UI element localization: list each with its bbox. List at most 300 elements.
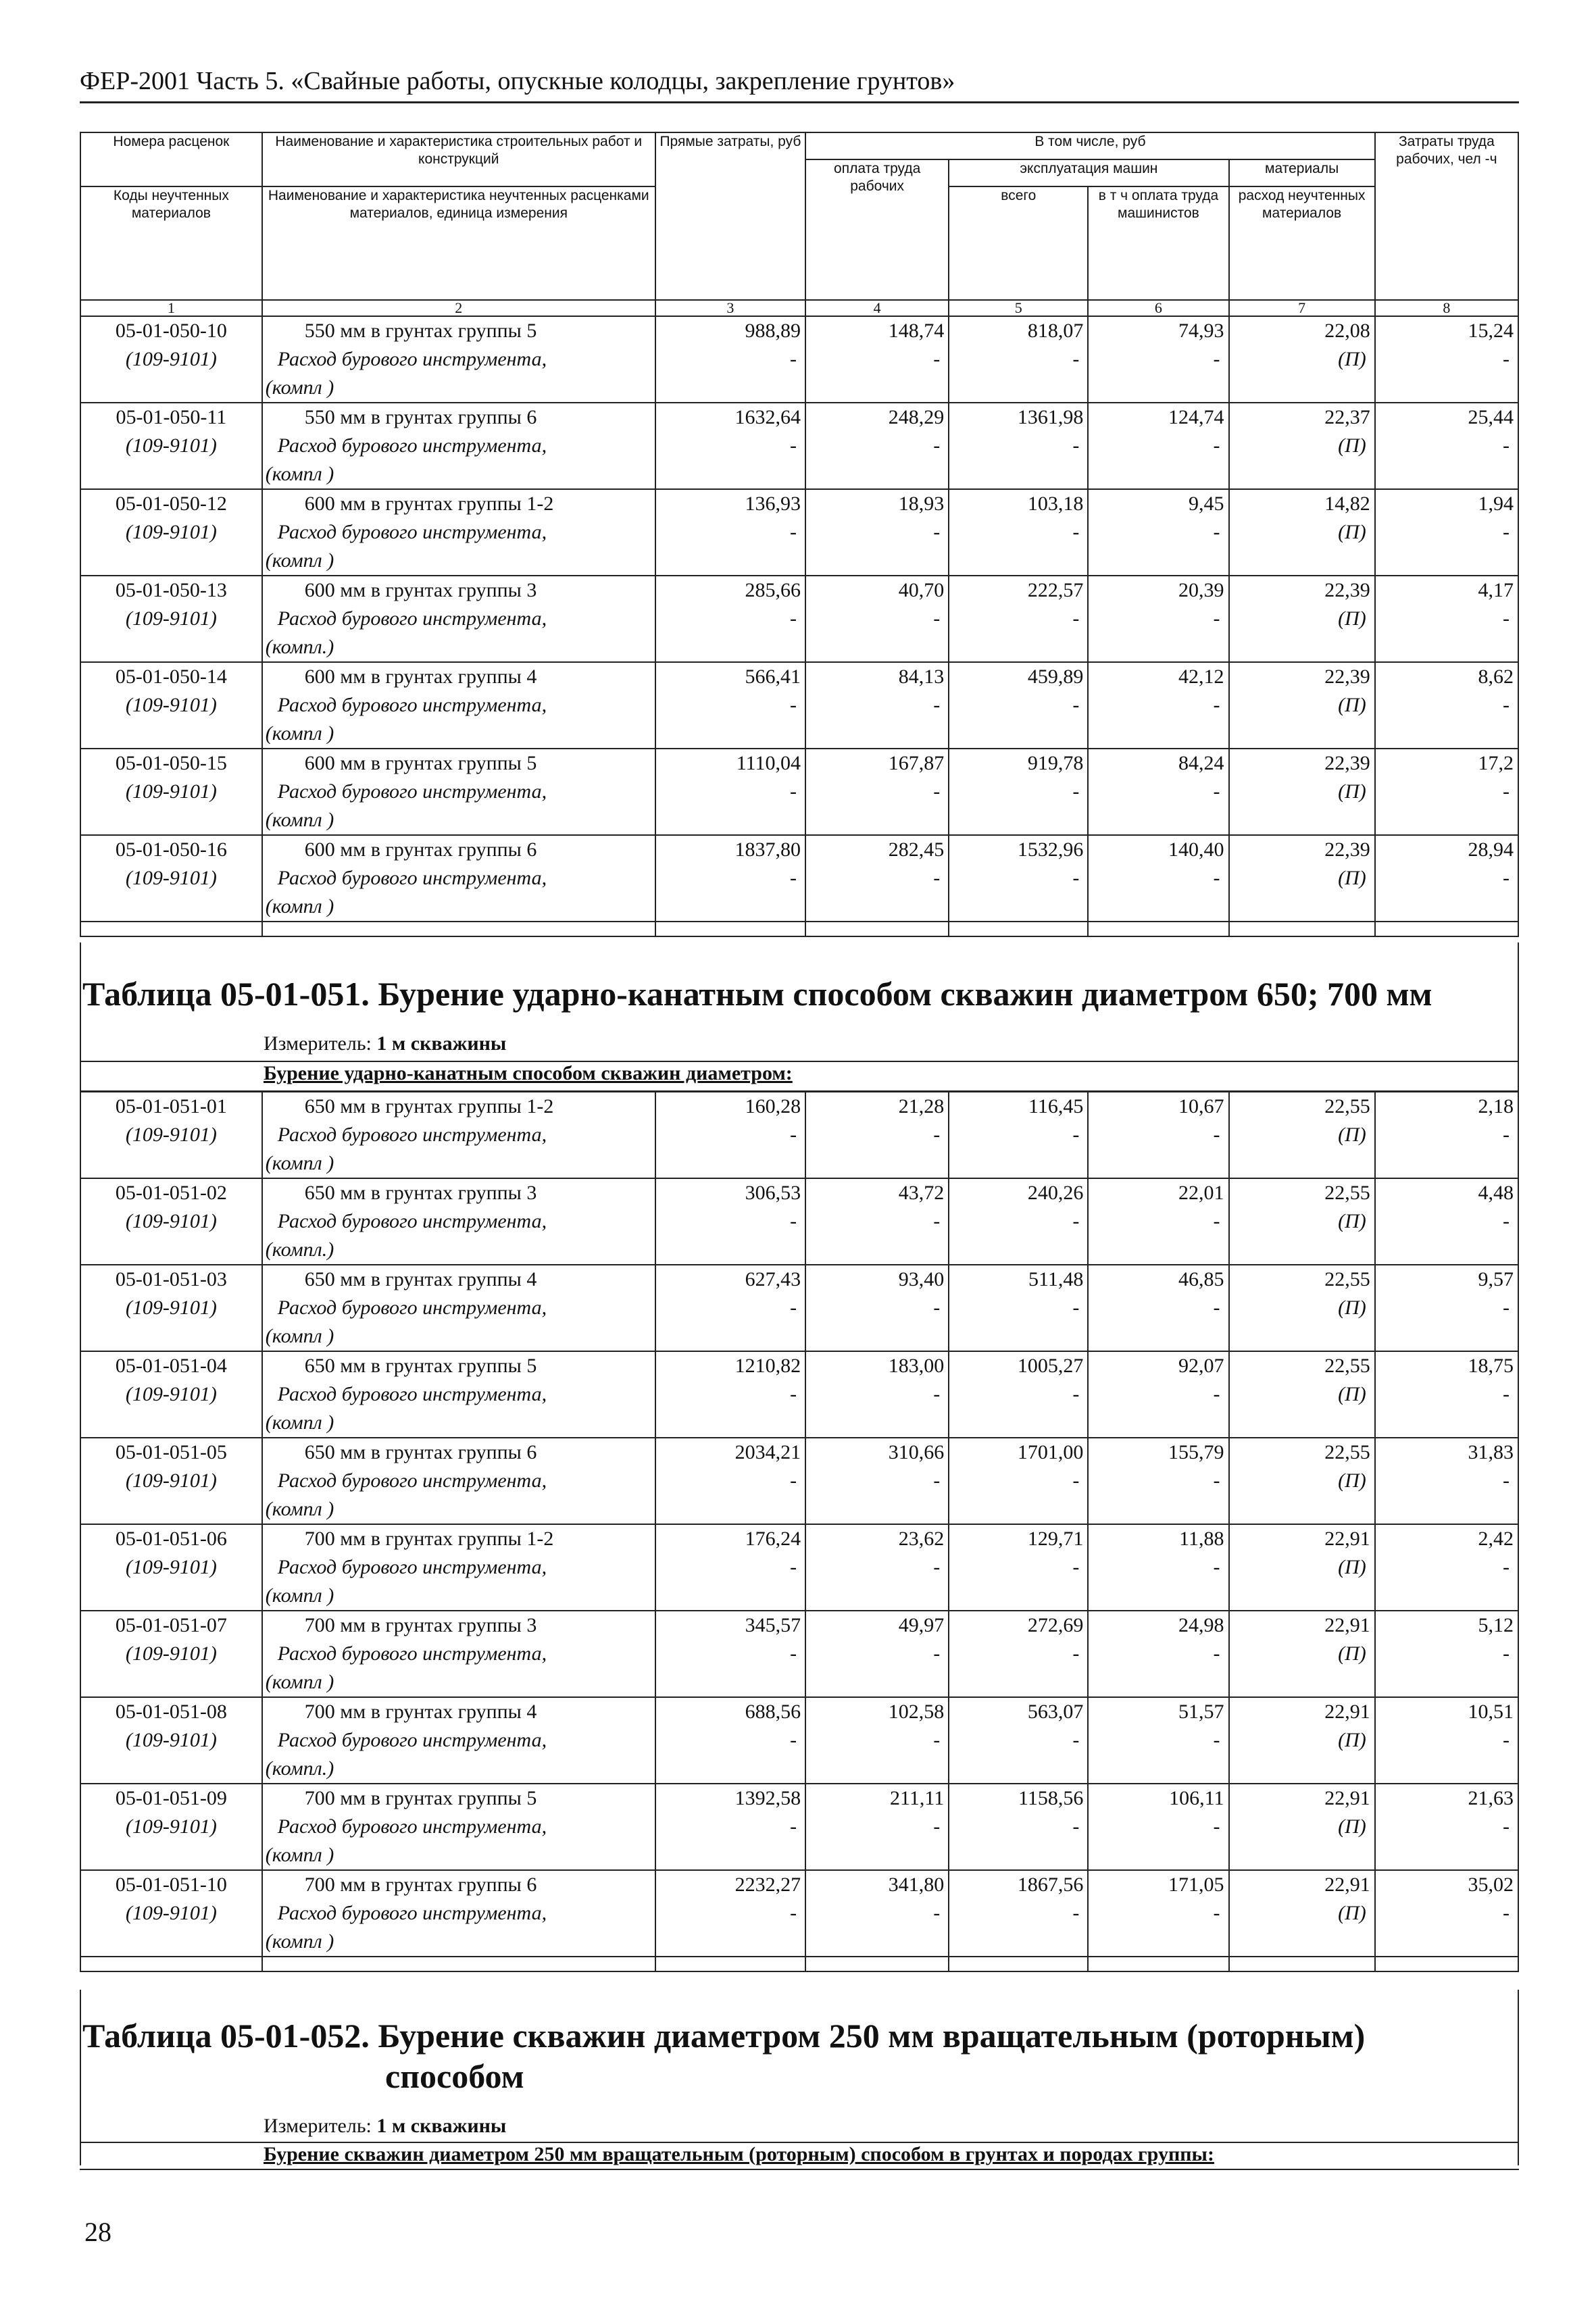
- machines-total: 103,18: [1027, 493, 1084, 515]
- table-cell: [949, 1784, 1088, 1870]
- table-cell: [1229, 1524, 1375, 1611]
- dash: -: [790, 1556, 797, 1578]
- material-unit: (компл.): [265, 636, 334, 658]
- table-cell: [262, 1784, 655, 1870]
- operators-wages: 74,93: [1178, 320, 1224, 342]
- dash: -: [933, 780, 941, 803]
- dash: -: [790, 1815, 797, 1838]
- material-consumption: 22,91: [1324, 1701, 1370, 1723]
- material-unit-code: (П): [1338, 694, 1366, 716]
- table-cell: [949, 922, 1088, 936]
- dash: -: [1213, 1383, 1220, 1405]
- table-cell: [655, 1178, 805, 1265]
- work-description: 650 мм в грунтах группы 5: [304, 1355, 537, 1377]
- table-cell: [262, 1092, 655, 1178]
- table-cell: [805, 835, 949, 922]
- table-cell: [80, 662, 262, 749]
- table-052-caption: Бурение скважин диаметром 250 мм вращательным (роторным) способом в грунтах и породах группы:: [264, 2143, 1214, 2165]
- direct-costs: 566,41: [745, 665, 801, 688]
- work-description: 650 мм в грунтах группы 4: [304, 1268, 537, 1290]
- operators-wages: 22,01: [1178, 1182, 1224, 1204]
- table-row: [80, 1178, 1518, 1265]
- table-cell: [1088, 1351, 1228, 1438]
- work-description: 550 мм в грунтах группы 5: [304, 320, 537, 342]
- worker-wages: 211,11: [889, 1787, 945, 1809]
- dash: -: [933, 434, 941, 457]
- dash: -: [1503, 1556, 1510, 1578]
- material-description: Расход бурового инструмента,: [277, 1729, 547, 1751]
- rate-code: 05-01-051-03: [115, 1268, 227, 1290]
- dash: -: [1072, 867, 1080, 889]
- col-header-codes: Номера расценок: [80, 132, 262, 186]
- col-header-operators-wages: в т ч оплата труда машинистов: [1088, 186, 1228, 300]
- direct-costs: 1837,80: [734, 838, 801, 861]
- material-code: (109-9101): [125, 1383, 217, 1405]
- table-cell: [80, 1697, 262, 1784]
- table-052-measure: [264, 2115, 506, 2138]
- dash: -: [933, 1642, 941, 1665]
- direct-costs: 988,89: [745, 320, 801, 342]
- dash: -: [1072, 348, 1080, 370]
- work-description: 600 мм в грунтах группы 1-2: [304, 493, 554, 515]
- dash: -: [790, 1469, 797, 1492]
- operators-wages: 106,11: [1169, 1787, 1224, 1809]
- table-051-title: Таблица 05-01-051. Бурение ударно-канатным способом скважин диаметром 650; 700 мм: [82, 975, 1432, 1013]
- table-052-title-cont: способом: [385, 2057, 524, 2095]
- material-unit-code: (П): [1338, 1383, 1366, 1405]
- table-cell: [80, 749, 262, 835]
- dash: -: [1503, 348, 1510, 370]
- material-description: Расход бурового инструмента,: [277, 521, 547, 543]
- table-cell: [655, 576, 805, 662]
- material-code: (109-9101): [125, 607, 217, 630]
- rate-code: 05-01-050-12: [115, 493, 227, 515]
- table-row: [80, 316, 1518, 403]
- dash: -: [1072, 1210, 1080, 1232]
- table-cell: [1375, 1611, 1518, 1697]
- rate-code: 05-01-051-07: [115, 1614, 227, 1636]
- dash: -: [1072, 1556, 1080, 1578]
- table-row: [80, 1351, 1518, 1438]
- rate-code: 05-01-050-16: [115, 838, 227, 861]
- rate-code: 05-01-051-09: [115, 1787, 227, 1809]
- col-header-material-consumption: расход неучтенных материалов: [1229, 186, 1375, 300]
- dash: -: [1503, 1729, 1510, 1751]
- operators-wages: 171,05: [1168, 1873, 1224, 1896]
- table-cell: [949, 1351, 1088, 1438]
- labor-costs: 4,48: [1478, 1182, 1514, 1204]
- table-row: [80, 403, 1518, 489]
- rate-code: 05-01-051-06: [115, 1528, 227, 1550]
- dash: -: [1503, 1383, 1510, 1405]
- table-cell: [805, 1438, 949, 1524]
- table-cell: [655, 835, 805, 922]
- material-unit: (компл ): [265, 1325, 334, 1347]
- material-description: Расход бурового инструмента,: [277, 867, 547, 889]
- table-cell: [80, 1438, 262, 1524]
- worker-wages: 148,74: [888, 320, 945, 342]
- table-cell: [1375, 1697, 1518, 1784]
- table-cell: [1229, 1870, 1375, 1957]
- direct-costs: 345,57: [745, 1614, 801, 1636]
- dash: -: [1503, 521, 1510, 543]
- labor-costs: 2,42: [1478, 1528, 1514, 1550]
- table-row: [80, 1438, 1518, 1524]
- table-cell: [805, 316, 949, 403]
- operators-wages: 42,12: [1178, 665, 1224, 688]
- table-cell: [1375, 1265, 1518, 1351]
- table-cell: [949, 835, 1088, 922]
- table-cell: [805, 1784, 949, 1870]
- machines-total: 919,78: [1027, 752, 1084, 774]
- material-description: Расход бурового инструмента,: [277, 1902, 547, 1924]
- table-cell: [655, 1524, 805, 1611]
- col-header-wages: оплата труда рабочих: [805, 159, 949, 300]
- dash: -: [1503, 780, 1510, 803]
- dash: -: [1503, 1469, 1510, 1492]
- table-row: [80, 489, 1518, 576]
- material-code: (109-9101): [125, 1642, 217, 1665]
- table-cell: [1229, 1265, 1375, 1351]
- dash: -: [1072, 694, 1080, 716]
- dash: -: [933, 1469, 941, 1492]
- material-unit-code: (П): [1338, 1902, 1366, 1924]
- work-description: 600 мм в грунтах группы 4: [304, 665, 537, 688]
- table-cell: [1229, 662, 1375, 749]
- material-code: (109-9101): [125, 1469, 217, 1492]
- table-cell: [262, 1178, 655, 1265]
- labor-costs: 35,02: [1468, 1873, 1514, 1896]
- dash: -: [1503, 867, 1510, 889]
- machines-total: 818,07: [1027, 320, 1084, 342]
- table-cell: [949, 1178, 1088, 1265]
- dash: -: [1213, 1902, 1220, 1924]
- table-row: [80, 576, 1518, 662]
- machines-total: 1005,27: [1017, 1355, 1084, 1377]
- table-cell: [805, 1870, 949, 1957]
- table-cell: [1088, 1697, 1228, 1784]
- dash: -: [933, 348, 941, 370]
- table-cell: [655, 489, 805, 576]
- rate-code: 05-01-051-01: [115, 1095, 227, 1117]
- labor-costs: 18,75: [1468, 1355, 1514, 1377]
- dash: -: [1213, 1815, 1220, 1838]
- worker-wages: 21,28: [898, 1095, 945, 1117]
- col-header-labor: Затраты труда рабочих, чел -ч: [1375, 132, 1518, 300]
- table-cell: [1229, 1092, 1375, 1178]
- work-description: 650 мм в грунтах группы 3: [304, 1182, 537, 1204]
- dash: -: [1072, 434, 1080, 457]
- material-unit: (компл ): [265, 549, 334, 572]
- dash: -: [790, 1729, 797, 1751]
- material-unit: (компл ): [265, 895, 334, 917]
- table-cell: [805, 749, 949, 835]
- material-description: Расход бурового инструмента,: [277, 607, 547, 630]
- material-code: (109-9101): [125, 694, 217, 716]
- col-number: 3: [655, 300, 805, 316]
- table-cell: [949, 489, 1088, 576]
- table-cell: [262, 576, 655, 662]
- material-consumption: 22,39: [1324, 838, 1370, 861]
- dash: -: [1213, 1124, 1220, 1146]
- table-cell: [1375, 1092, 1518, 1178]
- table-cell: [1375, 403, 1518, 489]
- dash: -: [1213, 1210, 1220, 1232]
- dash: -: [1213, 1297, 1220, 1319]
- dash: -: [790, 780, 797, 803]
- table-cell: [262, 1351, 655, 1438]
- table-cell: [1229, 835, 1375, 922]
- col-number: 5: [949, 300, 1088, 316]
- table-cell: [805, 489, 949, 576]
- table-cell: [80, 403, 262, 489]
- material-unit: (компл ): [265, 1844, 334, 1866]
- worker-wages: 183,00: [888, 1355, 945, 1377]
- dash: -: [1072, 521, 1080, 543]
- rate-code: 05-01-050-13: [115, 579, 227, 601]
- measure-value: 1 м скважины: [376, 1032, 507, 1055]
- material-unit-code: (П): [1338, 780, 1366, 803]
- rate-code: 05-01-050-14: [115, 665, 227, 688]
- material-code: (109-9101): [125, 1124, 217, 1146]
- material-unit: (компл ): [265, 376, 334, 399]
- work-description: 600 мм в грунтах группы 6: [304, 838, 537, 861]
- table-cell: [655, 1697, 805, 1784]
- table-cell: [655, 316, 805, 403]
- table-cell: [1375, 1957, 1518, 1971]
- direct-costs: 1110,04: [736, 752, 801, 774]
- worker-wages: 23,62: [898, 1528, 945, 1550]
- table-cell: [949, 1438, 1088, 1524]
- dash: -: [790, 1383, 797, 1405]
- table-cell: [1229, 1351, 1375, 1438]
- dash: -: [790, 1297, 797, 1319]
- machines-total: 116,45: [1028, 1095, 1084, 1117]
- dash: -: [933, 521, 941, 543]
- labor-costs: 8,62: [1478, 665, 1514, 688]
- direct-costs: 688,56: [745, 1701, 801, 1723]
- direct-costs: 1392,58: [734, 1787, 801, 1809]
- table-cell: [655, 1784, 805, 1870]
- table-cell: [1088, 576, 1228, 662]
- machines-total: 563,07: [1027, 1701, 1084, 1723]
- table-cell: [262, 1611, 655, 1697]
- col-header-materials: материалы: [1229, 159, 1375, 186]
- direct-costs: 2232,27: [734, 1873, 801, 1896]
- table-cell: [1088, 1178, 1228, 1265]
- table-cell: [262, 1438, 655, 1524]
- table-cell: [1229, 316, 1375, 403]
- table-cell: [1088, 403, 1228, 489]
- table-cell: [80, 1611, 262, 1697]
- worker-wages: 43,72: [898, 1182, 945, 1204]
- operators-wages: 155,79: [1168, 1441, 1224, 1463]
- table-cell: [1375, 1870, 1518, 1957]
- table-cell: [1229, 922, 1375, 936]
- col-number: 4: [805, 300, 949, 316]
- dash: -: [933, 607, 941, 630]
- worker-wages: 40,70: [898, 579, 945, 601]
- dash: -: [933, 1815, 941, 1838]
- dash: -: [1213, 1729, 1220, 1751]
- labor-costs: 5,12: [1478, 1614, 1514, 1636]
- worker-wages: 341,80: [888, 1873, 945, 1896]
- dash: -: [933, 1297, 941, 1319]
- table-cell: [80, 1957, 262, 1971]
- rates-table-050: [80, 132, 1519, 937]
- material-consumption: 22,55: [1324, 1441, 1370, 1463]
- material-unit-code: (П): [1338, 867, 1366, 889]
- table-row: [80, 1784, 1518, 1870]
- dash: -: [790, 521, 797, 543]
- table-cell: [1375, 1438, 1518, 1524]
- material-description: Расход бурового инструмента,: [277, 694, 547, 716]
- dash: -: [1072, 1383, 1080, 1405]
- table-cell: [655, 662, 805, 749]
- dash: -: [1503, 1297, 1510, 1319]
- material-unit-code: (П): [1338, 607, 1366, 630]
- table-cell: [1229, 749, 1375, 835]
- col-header-material-codes: Коды неучтенных материалов: [80, 186, 262, 300]
- direct-costs: 136,93: [745, 493, 801, 515]
- operators-wages: 92,07: [1178, 1355, 1224, 1377]
- material-code: (109-9101): [125, 780, 217, 803]
- table-cell: [1375, 489, 1518, 576]
- dash: -: [790, 1124, 797, 1146]
- table-cell: [80, 1178, 262, 1265]
- table-cell: [262, 1265, 655, 1351]
- dash: -: [1503, 1642, 1510, 1665]
- labor-costs: 21,63: [1468, 1787, 1514, 1809]
- material-unit: (компл ): [265, 1584, 334, 1607]
- rate-code: 05-01-051-08: [115, 1701, 227, 1723]
- material-unit-code: (П): [1338, 1815, 1366, 1838]
- material-code: (109-9101): [125, 1902, 217, 1924]
- table-cell: [262, 316, 655, 403]
- col-number: 6: [1088, 300, 1228, 316]
- dash: -: [933, 694, 941, 716]
- material-description: Расход бурового инструмента,: [277, 780, 547, 803]
- material-unit-code: (П): [1338, 1124, 1366, 1146]
- table-cell: [262, 1870, 655, 1957]
- table-row: [80, 1697, 1518, 1784]
- dash: -: [1072, 607, 1080, 630]
- table-cell: [805, 922, 949, 936]
- rate-code: 05-01-050-15: [115, 752, 227, 774]
- col-number: 8: [1375, 300, 1518, 316]
- table-cell: [1088, 1870, 1228, 1957]
- table-cell: [1229, 1438, 1375, 1524]
- material-description: Расход бурового инструмента,: [277, 1815, 547, 1838]
- operators-wages: 46,85: [1178, 1268, 1224, 1290]
- material-description: Расход бурового инструмента,: [277, 434, 547, 457]
- material-unit: (компл ): [265, 1671, 334, 1693]
- worker-wages: 102,58: [888, 1701, 945, 1723]
- machines-total: 240,26: [1027, 1182, 1084, 1204]
- dash: -: [1213, 694, 1220, 716]
- direct-costs: 306,53: [745, 1182, 801, 1204]
- table-cell: [655, 1957, 805, 1971]
- frame-line: [80, 1990, 81, 2165]
- col-header-group: В том числе, руб: [805, 132, 1375, 159]
- page-number: 28: [84, 2217, 111, 2247]
- labor-costs: 15,24: [1468, 320, 1514, 342]
- material-consumption: 22,37: [1324, 406, 1370, 428]
- machines-total: 459,89: [1027, 665, 1084, 688]
- table-cell: [1375, 749, 1518, 835]
- table-cell: [1229, 1784, 1375, 1870]
- material-consumption: 22,39: [1324, 579, 1370, 601]
- col-header-material-names: Наименование и характеристика неучтенных расценками материалов, единица измерения: [262, 186, 655, 300]
- material-code: (109-9101): [125, 348, 217, 370]
- table-cell: [80, 1870, 262, 1957]
- labor-costs: 10,51: [1468, 1701, 1514, 1723]
- dash: -: [1072, 780, 1080, 803]
- table-cell: [655, 1351, 805, 1438]
- material-unit-code: (П): [1338, 1210, 1366, 1232]
- table-row: [80, 1092, 1518, 1178]
- table-cell: [80, 489, 262, 576]
- table-row: [80, 662, 1518, 749]
- direct-costs: 160,28: [745, 1095, 801, 1117]
- dash: -: [1072, 1124, 1080, 1146]
- labor-costs: 31,83: [1468, 1441, 1514, 1463]
- table-cell: [80, 835, 262, 922]
- dash: -: [1213, 521, 1220, 543]
- worker-wages: 93,40: [898, 1268, 945, 1290]
- table-row: [80, 1524, 1518, 1611]
- table-cell: [80, 316, 262, 403]
- table-cell: [1375, 1524, 1518, 1611]
- table-cell: [949, 1524, 1088, 1611]
- material-consumption: 22,08: [1324, 320, 1370, 342]
- table-row: [80, 1870, 1518, 1957]
- work-description: 700 мм в грунтах группы 1-2: [304, 1528, 554, 1550]
- material-code: (109-9101): [125, 867, 217, 889]
- material-unit: (компл.): [265, 1238, 334, 1261]
- table-cell: [1229, 1178, 1375, 1265]
- measure-label: Измеритель:: [264, 2115, 372, 2137]
- operators-wages: 10,67: [1178, 1095, 1224, 1117]
- table-cell: [262, 489, 655, 576]
- material-code: (109-9101): [125, 1815, 217, 1838]
- material-code: (109-9101): [125, 1556, 217, 1578]
- table-cell: [949, 1697, 1088, 1784]
- material-description: Расход бурового инструмента,: [277, 1210, 547, 1232]
- measure-label: Измеритель:: [264, 1032, 372, 1055]
- dash: -: [790, 434, 797, 457]
- direct-costs: 627,43: [745, 1268, 801, 1290]
- table-cell: [949, 1957, 1088, 1971]
- material-description: Расход бурового инструмента,: [277, 1469, 547, 1492]
- material-consumption: 22,91: [1324, 1873, 1370, 1896]
- table-051-caption: Бурение ударно-канатным способом скважин диаметром:: [264, 1062, 793, 1084]
- table-row: [80, 835, 1518, 922]
- material-unit-code: (П): [1338, 348, 1366, 370]
- machines-total: 1701,00: [1017, 1441, 1084, 1463]
- material-description: Расход бурового инструмента,: [277, 348, 547, 370]
- table-cell: [949, 576, 1088, 662]
- table-cell: [655, 1438, 805, 1524]
- table-051-measure: [264, 1032, 506, 1055]
- table-row: [80, 749, 1518, 835]
- measure-value: 1 м скважины: [376, 2115, 507, 2137]
- operators-wages: 140,40: [1168, 838, 1224, 861]
- material-consumption: 22,91: [1324, 1787, 1370, 1809]
- table-cell: [805, 1178, 949, 1265]
- machines-total: 511,48: [1028, 1268, 1084, 1290]
- labor-costs: 25,44: [1468, 406, 1514, 428]
